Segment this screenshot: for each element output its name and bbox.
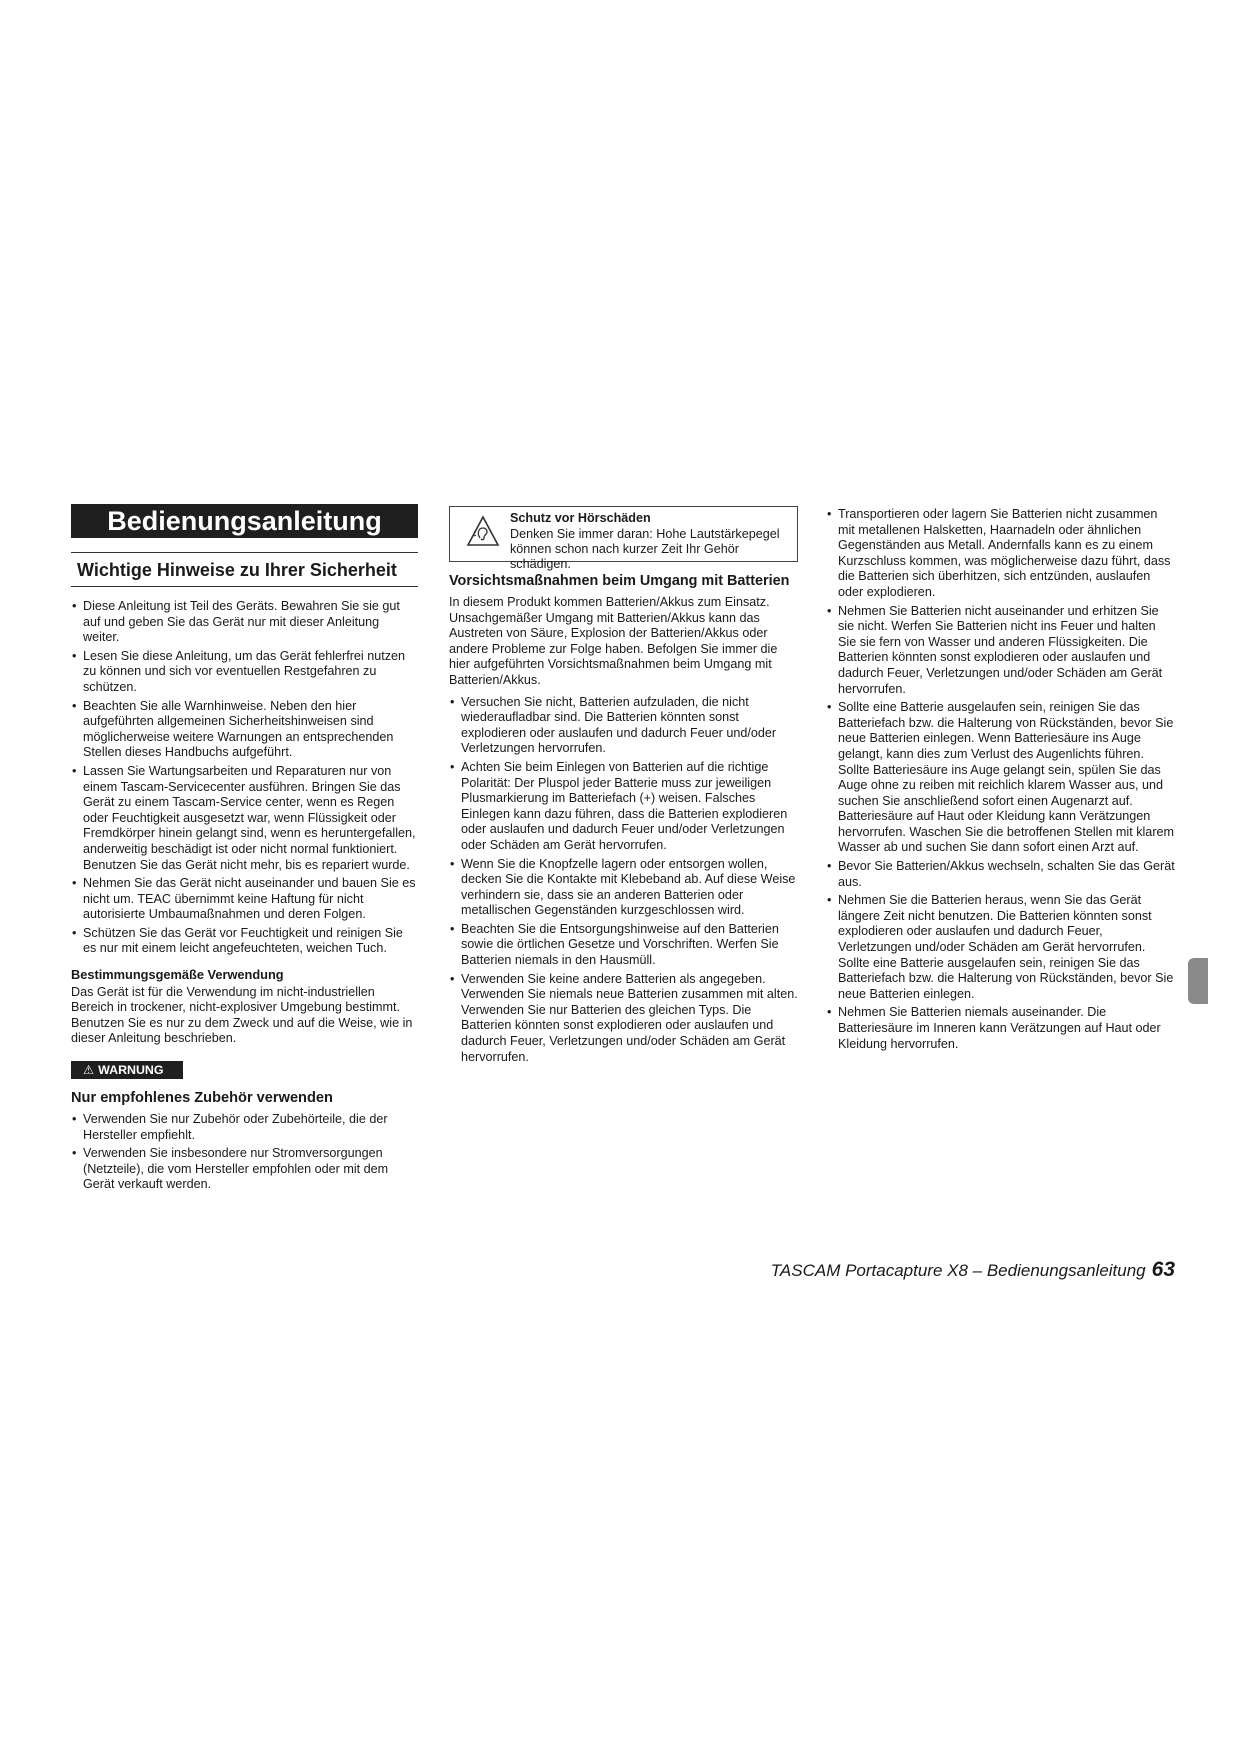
list-item: • Lassen Sie Wartungsarbeiten und Reparaturen nur von einem Tascam-Servicecenter ausführen. Bringen Sie das Gerät zu einem Tascam-Service center, wenn es Regen oder Feuchtigkeit ausgesetzt war, wenn Flüssigkeit oder Fremdkörper hinein gelangt sind, wenn es heruntergefallen, anderweitig beschädigt ist oder nicht normal funktioniert. Benutzen Sie das Gerät nicht mehr, bis es repariert wurde. bbox=[71, 764, 418, 873]
battery-intro: In diesem Produkt kommen Batterien/Akkus zum Einsatz. Unsachgemäßer Umgang mit Batterien/Akkus kann das Austreten von Säure, Explosion der Batterien/Akkus oder andere Probleme zur Folge haben. Befolgen Sie immer die hier aufgeführten Vorsichtsmaßnahmen beim Umgang mit Batterien/Akkus. bbox=[449, 595, 778, 687]
list-item: • Sollte eine Batterie ausgelaufen sein, reinigen Sie das Batteriefach bzw. die Halterung von Rückständen, bevor Sie neue Batterien einlegen. Wenn Batteriesäure ins Auge gelangt, kann dies zum Verlust des Augenlichts führen. Sollte Batteriesäure ins Auge gelangt sein, spülen Sie das Auge ohne zu reiben mit reichlich klarem Wasser aus, und suchen Sie anschließend sofort einen Augenarzt auf. Batteriesäure auf Haut oder Kleidung kann Verätzungen hervorrufen. Waschen Sie die betroffenen Stellen mit klarem Wasser ab und suchen Sie dann sofort einen Arzt auf. bbox=[826, 700, 1175, 856]
accessories-list bbox=[71, 1112, 418, 1193]
safety-list bbox=[71, 599, 418, 957]
list-item: • Achten Sie beim Einlegen von Batterien auf die richtige Polarität: Der Pluspol jeder Batterie muss zur jeweiligen Plusmarkierung im Batteriefach (+) weisen. Falsches Einlegen kann dazu führen, dass die Batterien explodieren oder auslaufen und dadurch Feuer und/oder Verletzungen oder Schäden am Gerät hervorrufen. bbox=[449, 760, 798, 854]
list-item: • Beachten Sie alle Warnhinweise. Neben den hier aufgeführten allgemeinen Sicherheitshinweisen sind möglicherweise weitere Warnungen an entsprechenden Stellen dieses Handbuchs aufgeführt. bbox=[71, 699, 418, 761]
footer-text: TASCAM Portacapture X8 – Bedienungsanleitung bbox=[770, 1261, 1146, 1280]
list-item: • Verwenden Sie nur Zubehör oder Zubehörteile, die der Hersteller empfiehlt. bbox=[71, 1112, 418, 1143]
list-item: • Verwenden Sie insbesondere nur Stromversorgungen (Netzteile), die vom Hersteller empfohlen oder mit dem Gerät verkauft werden. bbox=[71, 1146, 418, 1193]
list-item: • Schützen Sie das Gerät vor Feuchtigkeit und reinigen Sie es nur mit einem leicht angefeuchteten, weichen Tuch. bbox=[71, 926, 418, 957]
hearing-text: Denken Sie immer daran: Hohe Lautstärkepegel können schon nach kurzer Zeit Ihr Gehör schädigen. bbox=[510, 527, 780, 571]
chapter-thumb-tab bbox=[1188, 958, 1208, 1004]
list-item: • Nehmen Sie die Batterien heraus, wenn Sie das Gerät längere Zeit nicht benutzen. Die Batterien könnten sonst explodieren oder auslaufen und dadurch Feuer, Verletzungen und/oder Schäden am Gerät hervorrufen. Sollte eine Batterie ausgelaufen sein, reinigen Sie das Batteriefach bzw. die Halterung von Rückständen, bevor Sie neue Batterien einlegen. bbox=[826, 893, 1175, 1002]
column-right bbox=[826, 507, 1175, 1055]
page-footer bbox=[771, 1258, 1175, 1282]
warning-label: WARNUNG bbox=[98, 1063, 164, 1078]
column-left bbox=[71, 504, 418, 1196]
list-item: • Versuchen Sie nicht, Batterien aufzuladen, die nicht wiederaufladbar sind. Die Batterien könnten sonst explodieren oder auslaufen und dadurch Feuer und/oder Verletzungen hervorrufen. bbox=[449, 695, 798, 757]
page-number: 63 bbox=[1151, 1258, 1175, 1281]
warning-triangle-icon: ⚠ bbox=[83, 1063, 95, 1078]
list-item: • Diese Anleitung ist Teil des Geräts. Bewahren Sie sie gut auf und geben Sie das Gerät nur mit dieser Anleitung weiter. bbox=[71, 599, 418, 646]
list-item: • Nehmen Sie Batterien niemals auseinander. Die Batteriesäure im Inneren kann Verätzungen auf Haut oder Kleidung hervorrufen. bbox=[826, 1005, 1175, 1052]
list-item: • Nehmen Sie Batterien nicht auseinander und erhitzen Sie sie nicht. Werfen Sie Batterien nicht ins Feuer und halten Sie sie fern von Wasser und anderen Flüssigkeiten. Die Batterien könnten sonst explodieren oder auslaufen und dadurch Feuer, Verletzungen und/oder Schäden am Gerät hervorrufen. bbox=[826, 604, 1175, 698]
hearing-warning-icon bbox=[466, 515, 500, 552]
list-item: • Lesen Sie diese Anleitung, um das Gerät fehlerfrei nutzen zu können und sich vor eventuellen Restgefahren zu schützen. bbox=[71, 649, 418, 696]
accessories-heading: Nur empfohlenes Zubehör verwenden bbox=[71, 1090, 333, 1107]
list-item: • Nehmen Sie das Gerät nicht auseinander und bauen Sie es nicht um. TEAC übernimmt keine Haftung für nicht autorisierte Umbaumaßnahmen und deren Folgen. bbox=[71, 876, 418, 923]
list-item: • Verwenden Sie keine andere Batterien als angegeben. Verwenden Sie niemals neue Batterien zusammen mit alten. Verwenden Sie nur Batterien des gleichen Typs. Die Batterien könnten sonst explodieren oder auslaufen und dadurch Feuer, Verletzungen und/oder Schäden am Gerät hervorrufen. bbox=[449, 972, 798, 1066]
list-item: • Transportieren oder lagern Sie Batterien nicht zusammen mit metallenen Halsketten, Haarnadeln oder ähnlichen Gegenständen aus Metall. Andernfalls kann es zu einem Kurzschluss kommen, was möglicherweise dazu führt, dass die Batterien sich überhitzen, sich entzünden, auslaufen oder explodieren. bbox=[826, 507, 1175, 601]
section-heading: Wichtige Hinweise zu Ihrer Sicherheit bbox=[71, 552, 418, 587]
battery-list-continued bbox=[826, 507, 1175, 1052]
hearing-title: Schutz vor Hörschäden bbox=[510, 511, 651, 525]
battery-heading: Vorsichtsmaßnahmen beim Umgang mit Batterien bbox=[449, 573, 790, 589]
list-item: • Beachten Sie die Entsorgungshinweise auf den Batterien sowie die örtlichen Gesetze und Vorschriften. Werfen Sie Batterien niemals in den Hausmüll. bbox=[449, 922, 798, 969]
warning-badge bbox=[71, 1061, 183, 1079]
intended-use-text: Das Gerät ist für die Verwendung im nicht-industriellen Bereich in trockener, nicht-explosiver Umgebung bestimmt. Benutzen Sie es nur zu dem Zweck und auf die Weise, wie in dieser Anleitung beschrieben. bbox=[71, 984, 413, 1046]
intended-use-heading: Bestimmungsgemäße Verwendung bbox=[71, 967, 284, 983]
list-item: • Bevor Sie Batterien/Akkus wechseln, schalten Sie das Gerät aus. bbox=[826, 859, 1175, 890]
column-middle bbox=[449, 506, 798, 1068]
list-item: • Wenn Sie die Knopfzelle lagern oder entsorgen wollen, decken Sie die Kontakte mit Klebeband ab. Auf diese Weise verhindern sie, dass sie an anderen Batterien oder metallischen Gegenständen kurzgeschlossen wird. bbox=[449, 857, 798, 919]
battery-list bbox=[449, 695, 798, 1066]
hearing-protection-box bbox=[449, 506, 798, 571]
page-title: Bedienungsanleitung bbox=[71, 504, 418, 538]
